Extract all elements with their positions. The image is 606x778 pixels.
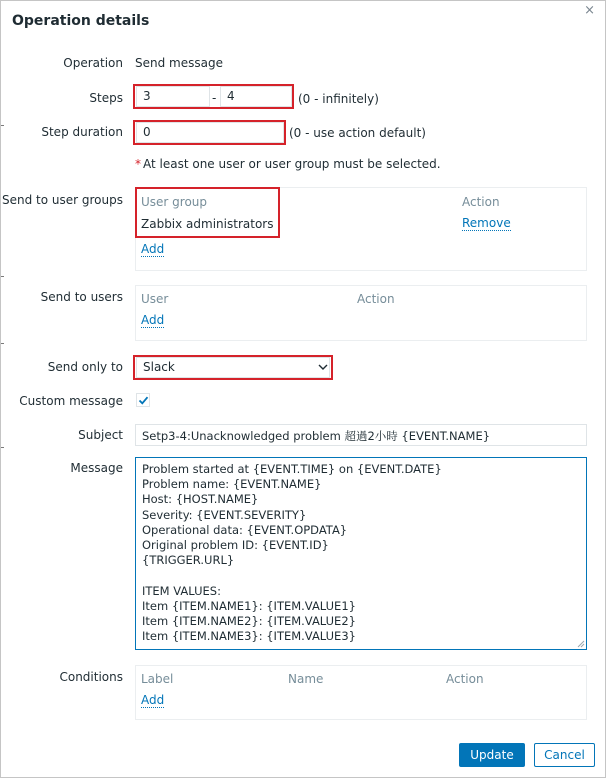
- send-only-to-highlight-box: [133, 355, 333, 380]
- user-groups-col-group: User group: [141, 195, 208, 209]
- conditions-col-action: Action: [446, 672, 484, 686]
- close-icon[interactable]: ×: [584, 3, 595, 18]
- custom-message-checkbox[interactable]: [136, 393, 150, 407]
- step-duration-label: Step duration: [41, 125, 123, 139]
- resize-grip-icon[interactable]: [577, 640, 585, 648]
- step-duration-input[interactable]: 0: [136, 122, 284, 143]
- conditions-label: Conditions: [59, 670, 123, 684]
- user-groups-label: Send to user groups: [2, 193, 123, 207]
- warning-asterisk: *: [135, 157, 141, 171]
- operation-label: Operation: [63, 56, 123, 70]
- steps-highlight-box: [133, 84, 294, 109]
- add-user-link[interactable]: Add: [141, 313, 165, 327]
- add-user-group-link[interactable]: Add: [141, 242, 165, 256]
- checkmark-icon: [138, 395, 149, 406]
- conditions-col-name: Name: [288, 672, 324, 686]
- edge-mark: [1, 276, 4, 277]
- user-groups-col-action: Action: [462, 195, 500, 209]
- send-only-to-value: Slack: [143, 360, 175, 374]
- message-textarea[interactable]: [135, 457, 587, 650]
- edge-mark: [1, 125, 4, 126]
- update-button[interactable]: Update: [459, 743, 525, 767]
- steps-from-input[interactable]: 3: [136, 86, 210, 107]
- user-group-highlight-box: [135, 187, 280, 238]
- message-label: Message: [70, 461, 123, 475]
- cancel-button[interactable]: Cancel: [534, 743, 595, 767]
- edge-mark: [1, 447, 4, 448]
- remove-user-group-link[interactable]: Remove: [462, 216, 511, 230]
- conditions-table: [135, 665, 587, 720]
- subject-label: Subject: [78, 428, 123, 442]
- users-label: Send to users: [40, 290, 123, 304]
- step-duration-hint: (0 - use action default): [289, 126, 426, 140]
- add-condition-link[interactable]: Add: [141, 693, 165, 707]
- subject-input[interactable]: Setp3-4:Unacknowledged problem 超過2小時 {EVENT.NAME}: [135, 424, 587, 446]
- steps-to-input[interactable]: 4: [220, 86, 292, 107]
- custom-message-label: Custom message: [19, 394, 123, 408]
- send-only-to-label: Send only to: [47, 360, 123, 374]
- operation-value: Send message: [135, 56, 223, 70]
- users-col-action: Action: [357, 292, 395, 306]
- step-duration-highlight-box: [133, 120, 286, 145]
- dialog-title: Operation details: [12, 13, 150, 29]
- steps-separator: -: [212, 91, 217, 105]
- user-group-name: Zabbix administrators: [141, 217, 274, 231]
- steps-label: Steps: [89, 91, 123, 105]
- conditions-col-label: Label: [141, 672, 174, 686]
- edge-mark: [1, 343, 4, 344]
- warning-text: At least one user or user group must be selected.: [143, 157, 441, 171]
- users-col-user: User: [141, 292, 169, 306]
- steps-hint: (0 - infinitely): [298, 92, 379, 106]
